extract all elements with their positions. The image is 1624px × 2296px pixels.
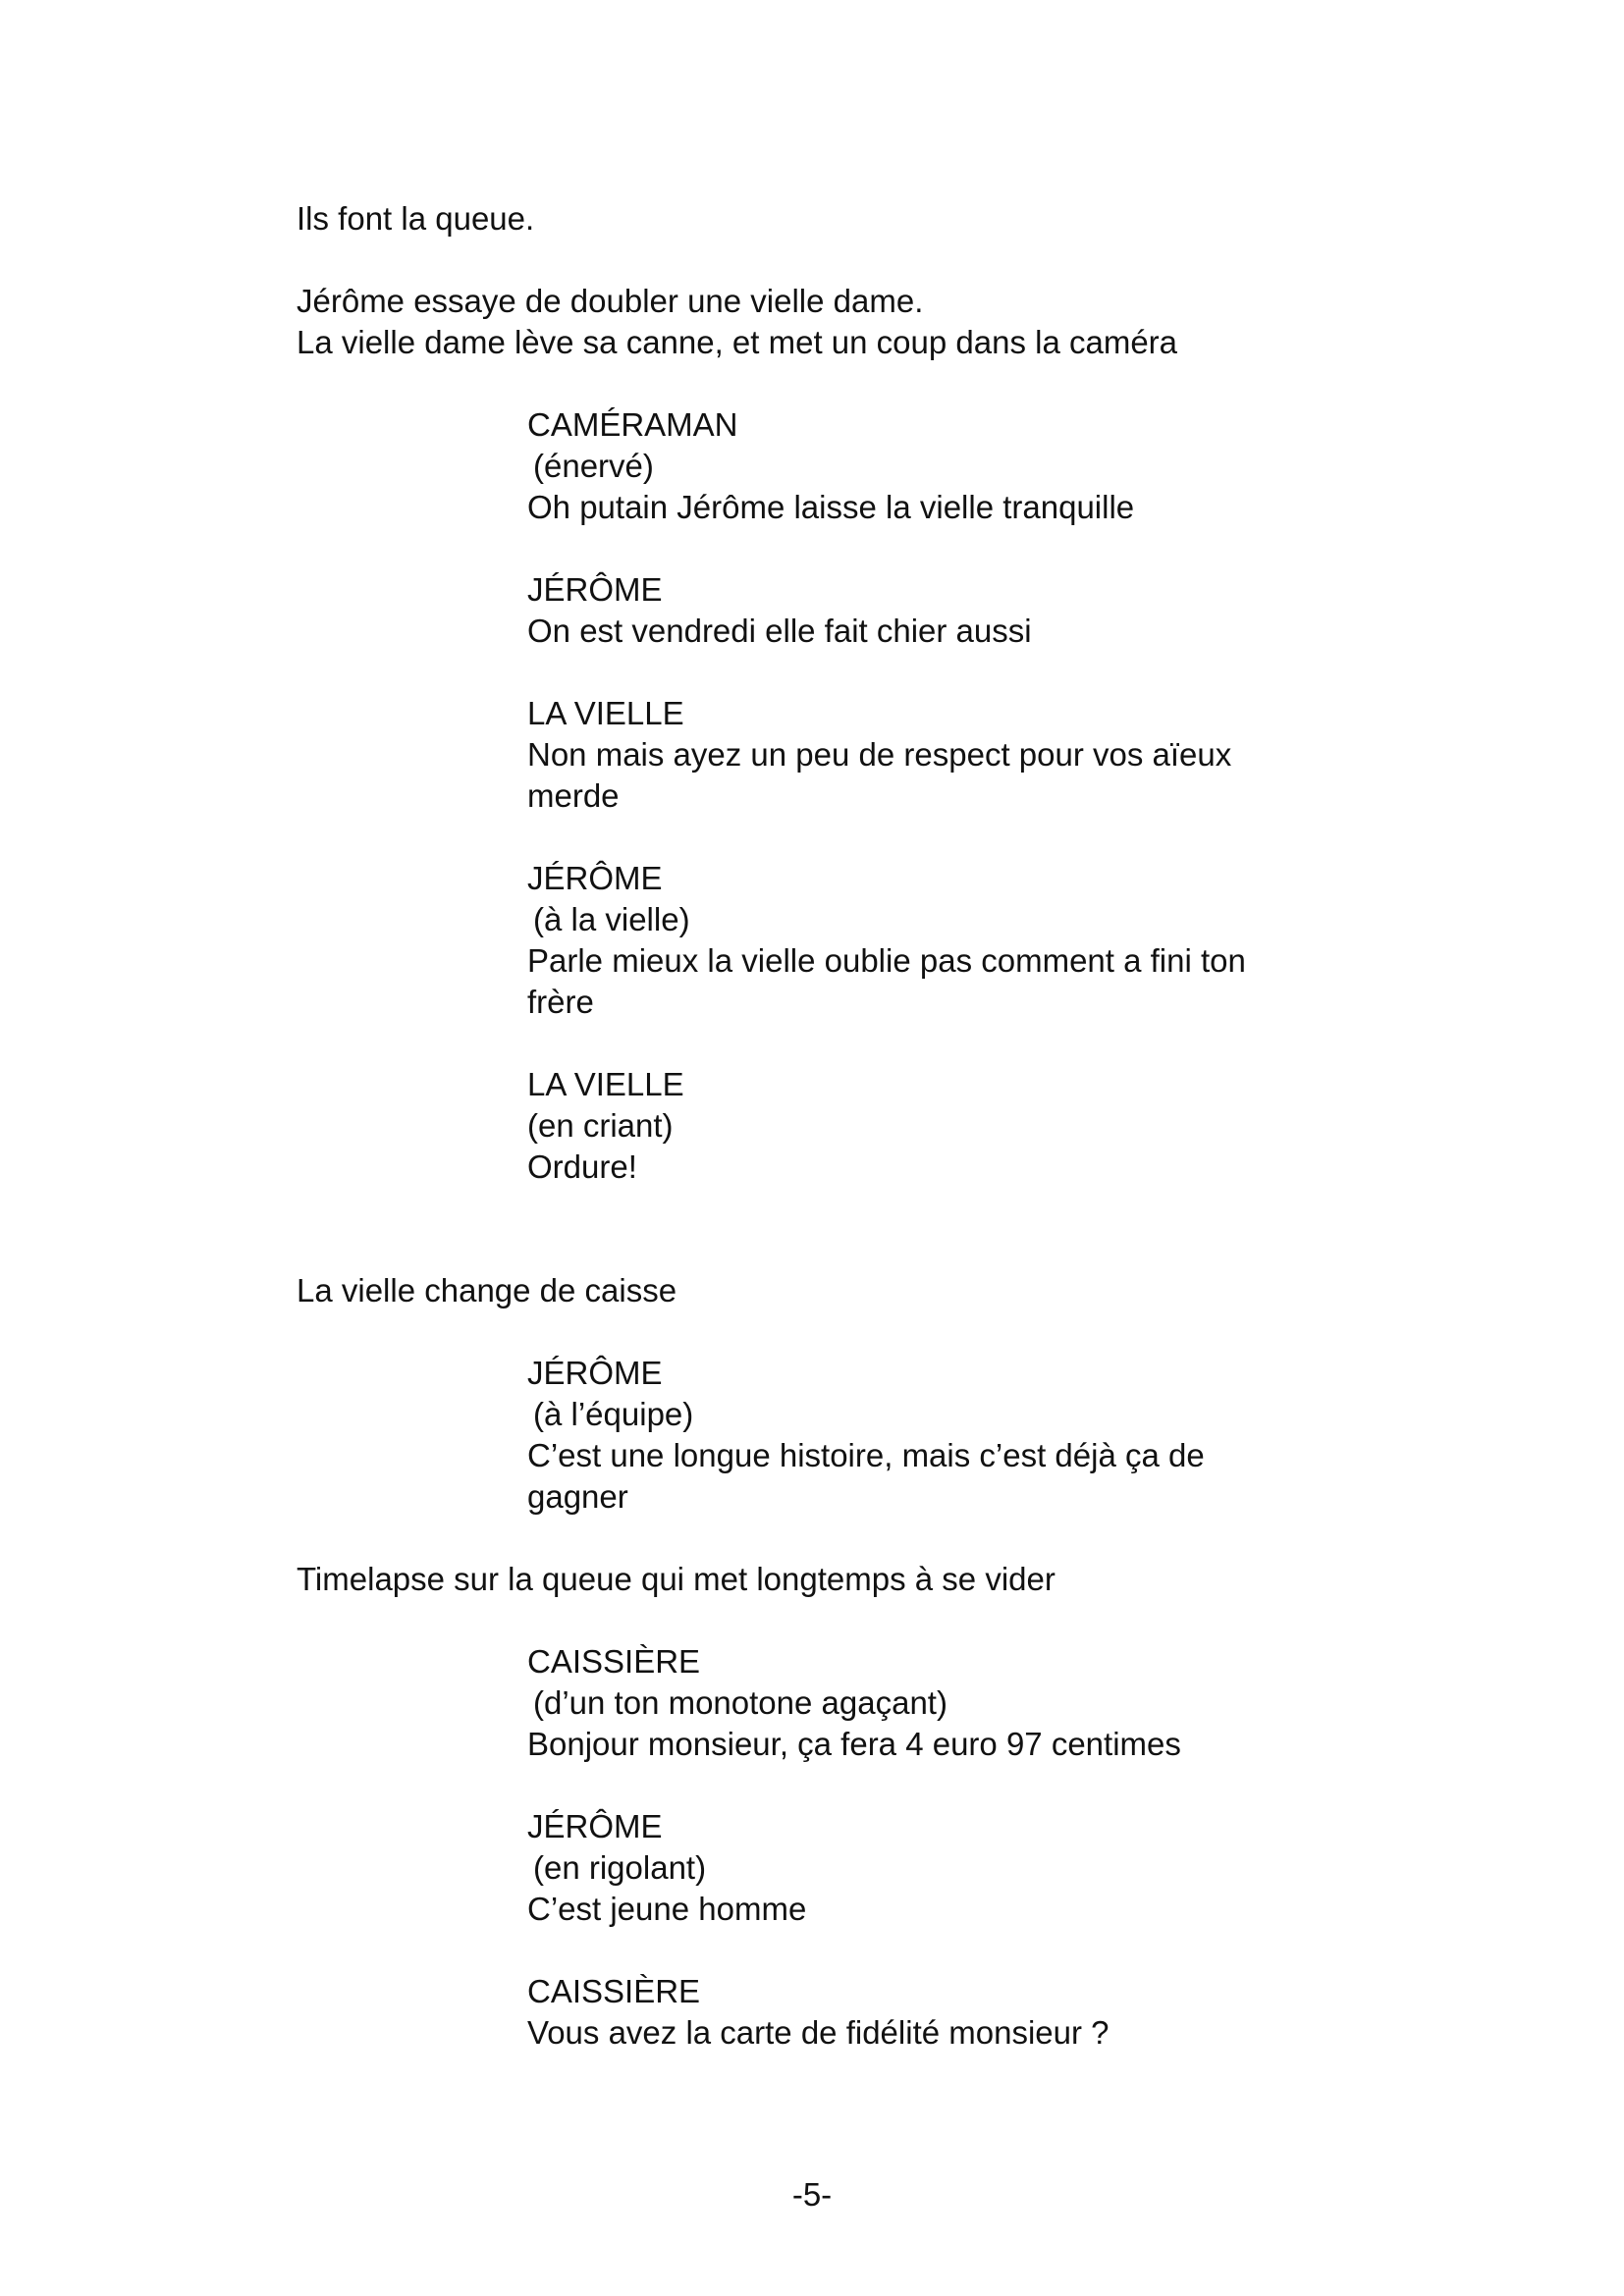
character-name: JÉRÔME: [527, 860, 663, 896]
dialogue-line: On est vendredi elle fait chier aussi: [527, 613, 1032, 649]
parenthetical: (à la vielle): [533, 901, 690, 937]
dialogue-line: Parle mieux la vielle oublie pas comment a fini ton: [527, 942, 1246, 979]
character-name: LA VIELLE: [527, 1066, 684, 1102]
character-name: JÉRÔME: [527, 571, 663, 608]
character-name: JÉRÔME: [527, 1355, 663, 1391]
character-name: LA VIELLE: [527, 695, 684, 731]
dialogue-line: merde: [527, 777, 620, 814]
dialogue-line: C’est une longue histoire, mais c’est déjà ça de: [527, 1437, 1205, 1473]
character-name: JÉRÔME: [527, 1808, 663, 1844]
action-line: Jérôme essaye de doubler une vielle dame.: [297, 283, 924, 319]
dialogue-line: frère: [527, 984, 594, 1020]
dialogue-line: Non mais ayez un peu de respect pour vos aïeux: [527, 736, 1232, 773]
parenthetical: (en criant): [527, 1107, 674, 1144]
dialogue-line: C’est jeune homme: [527, 1891, 807, 1927]
action-line: La vielle change de caisse: [297, 1272, 677, 1308]
character-name: CAISSIÈRE: [527, 1643, 701, 1680]
parenthetical: (en rigolant): [533, 1849, 707, 1886]
dialogue-line: Bonjour monsieur, ça fera 4 euro 97 centimes: [527, 1726, 1181, 1762]
dialogue-line: Vous avez la carte de fidélité monsieur ?: [527, 2014, 1110, 2051]
dialogue-line: Ordure!: [527, 1148, 637, 1185]
parenthetical: (à l’équipe): [533, 1396, 694, 1432]
action-line: Ils font la queue.: [297, 200, 535, 237]
character-name: CAISSIÈRE: [527, 1973, 701, 2009]
action-line: La vielle dame lève sa canne, et met un coup dans la caméra: [297, 324, 1178, 360]
parenthetical: (énervé): [533, 448, 654, 484]
character-name: CAMÉRAMAN: [527, 406, 738, 443]
dialogue-line: Oh putain Jérôme laisse la vielle tranquille: [527, 489, 1135, 525]
action-line: Timelapse sur la queue qui met longtemps à se vider: [297, 1561, 1056, 1597]
page-number: -5-: [791, 2176, 833, 2213]
parenthetical: (d’un ton monotone agaçant): [533, 1684, 947, 1721]
dialogue-line: gagner: [527, 1478, 628, 1515]
